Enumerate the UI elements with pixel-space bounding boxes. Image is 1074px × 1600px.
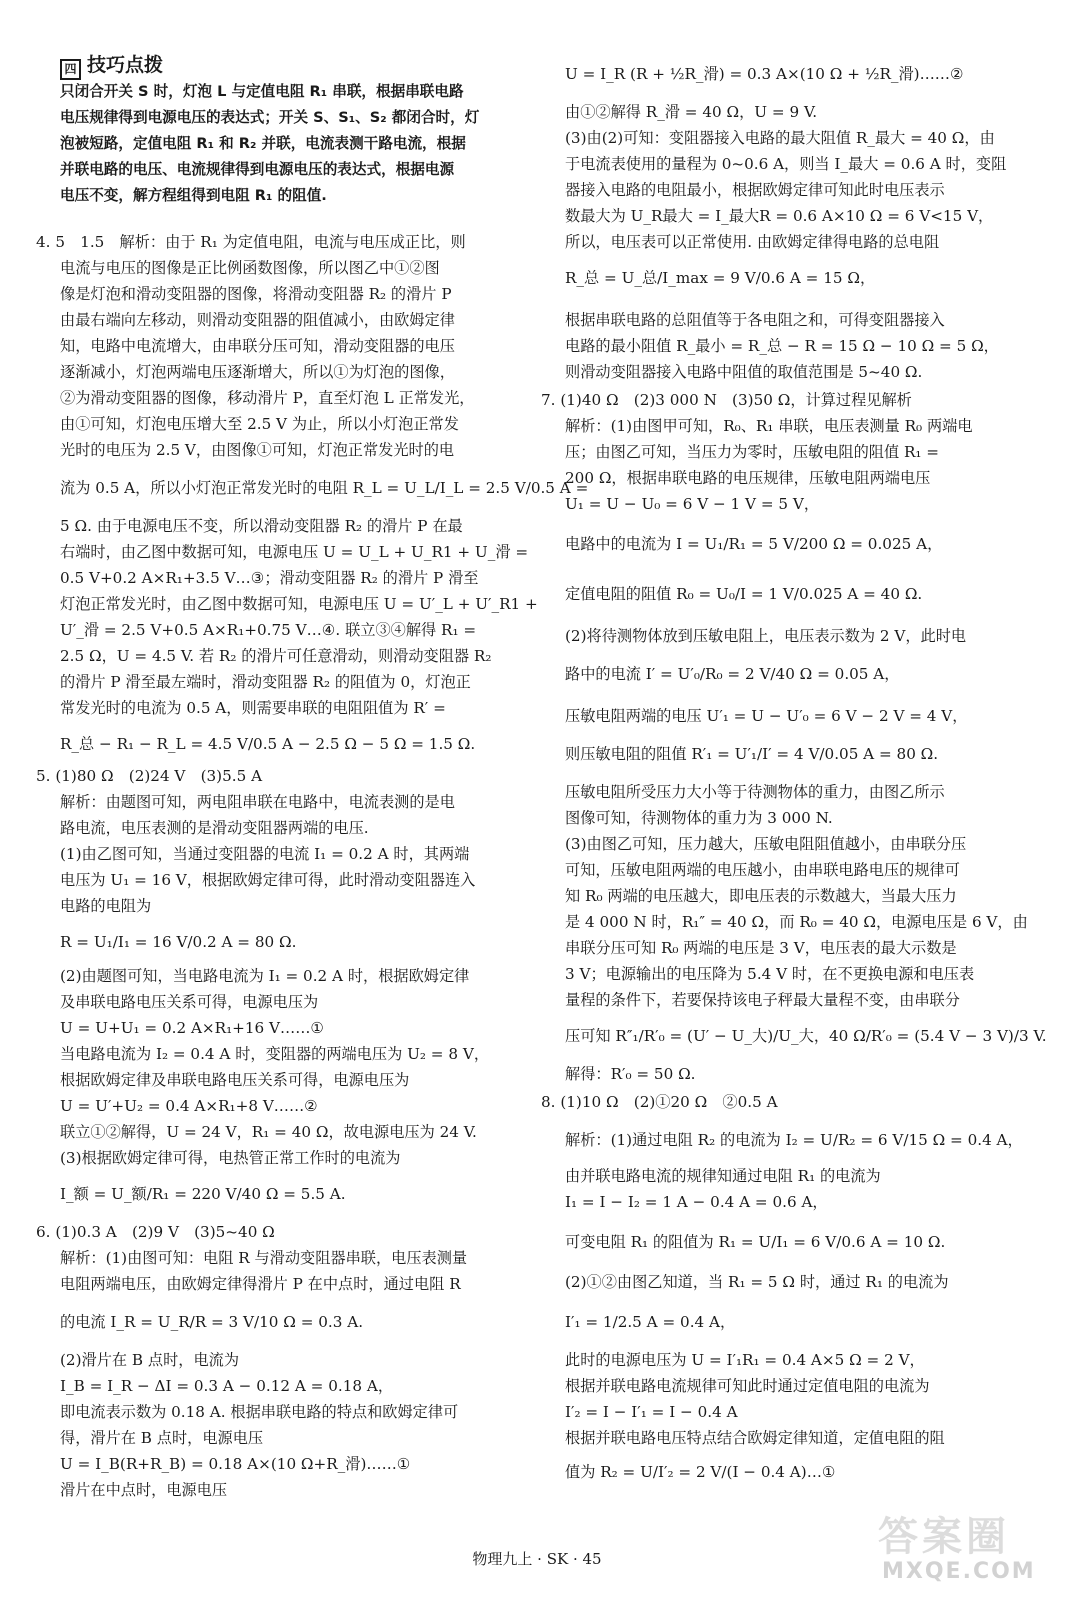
formula-line: I_额 = U_额/R₁ = 220 V/40 Ω = 5.5 A. xyxy=(60,1185,346,1203)
text-line: 由并联电路电流的规律知通过电阻 R₁ 的电流为 xyxy=(565,1167,881,1185)
formula-line: U = I_B(R+R_B) = 0.18 A×(10 Ω+R_滑)……① xyxy=(60,1455,411,1473)
text-line: 则滑动变阻器接入电路中阻值的取值范围是 5~40 Ω. xyxy=(565,363,923,381)
text-line: 解析：由题图可知，两电阻串联在电路中，电流表测的是电 xyxy=(60,793,455,811)
text-line: 电阻两端电压，由欧姆定律得滑片 P 在中点时，通过电阻 R xyxy=(60,1275,461,1293)
text-line: 像是灯泡和滑动变阻器的图像，将滑动变阻器 R₂ 的滑片 P xyxy=(60,285,452,303)
formula-line: R = U₁/I₁ = 16 V/0.2 A = 80 Ω. xyxy=(60,933,297,951)
text-line: (2)由题图可知，当电路电流为 I₁ = 0.2 A 时，根据欧姆定律 xyxy=(60,967,470,985)
text-line: ②为滑动变阻器的图像，移动滑片 P，直至灯泡 L 正常发光， xyxy=(60,389,475,407)
text-line: 由①②解得 R_滑 = 40 Ω，U = 9 V. xyxy=(565,103,818,121)
tip-line: 并联电路的电压、电流规律得到电源电压的表达式，根据电源 xyxy=(60,161,455,178)
tip-line: 泡被短路，定值电阻 R₁ 和 R₂ 并联，电流表测干路电流，根据 xyxy=(60,135,466,152)
text-line: 0.5 V+0.2 A×R₁+3.5 V…③；滑动变阻器 R₂ 的滑片 P 滑至 xyxy=(60,569,479,587)
text-line: 路电流，电压表测的是滑动变阻器两端的电压. xyxy=(60,819,369,837)
formula-line: 则压敏电阻的阻值 R′₁ = U′₁/I′ = 4 V/0.05 A = 80 Ω. xyxy=(565,745,939,763)
text-line: 图像可知，待测物体的重力为 3 000 N. xyxy=(565,809,833,827)
formula-line: U₁ = U − U₀ = 6 V − 1 V = 5 V， xyxy=(565,495,820,513)
page-footer: 物理九上 · SK · 45 xyxy=(472,1550,602,1568)
formula-line: 值为 R₂ = U/I′₂ = 2 V/(I − 0.4 A)…① xyxy=(565,1463,836,1481)
formula-line: R_总 − R₁ − R_L = 4.5 V/0.5 A − 2.5 Ω − 5 Ω = 1.5 Ω. xyxy=(60,735,476,753)
watermark-logo xyxy=(858,1505,1054,1595)
formula-line: R_总 = U_总/I_max = 9 V/0.6 A = 15 Ω， xyxy=(565,269,876,287)
formula-line: 可变电阻 R₁ 的阻值为 R₁ = U/I₁ = 6 V/0.6 A = 10 Ω. xyxy=(565,1233,946,1251)
text-line: 可知，压敏电阻两端的电压越小，由串联电路电压的规律可 xyxy=(565,861,960,879)
text-line: 电路的最小阻值 R_最小 = R_总 − R = 15 Ω − 10 Ω = 5 Ω， xyxy=(565,337,999,355)
text-line: 逐渐减小，灯泡两端电压逐渐增大，所以①为灯泡的图像， xyxy=(60,363,455,381)
formula-line: 此时的电源电压为 U = I′₁R₁ = 0.4 A×5 Ω = 2 V， xyxy=(565,1351,925,1369)
tip-icon: 四 xyxy=(60,59,81,80)
tip-title: 技巧点拨 xyxy=(87,54,164,76)
text-line: 压敏电阻所受压力大小等于待测物体的重力，由图乙所示 xyxy=(565,783,945,801)
formula-line: 定值电阻的阻值 R₀ = U₀/I = 1 V/0.025 A = 40 Ω. xyxy=(565,585,923,603)
text-line: 的滑片 P 滑至最左端时，滑动变阻器 R₂ 的阻值为 0，灯泡正 xyxy=(60,673,471,691)
text-line: 是 4 000 N 时，R₁″ = 40 Ω，而 R₀ = 40 Ω，电源电压是 6 V，由 xyxy=(565,913,1028,931)
text-line: 器接入电路的电阻最小，根据欧姆定律可知此时电压表示 xyxy=(565,181,945,199)
text-line: 所以，电压表可以正常使用. 由欧姆定律得电路的总电阻 xyxy=(565,233,940,251)
text-line: 数最大为 U_R最大 = I_最大R = 0.6 A×10 Ω = 6 V<15 V， xyxy=(565,207,994,225)
formula-line: I₁ = I − I₂ = 1 A − 0.4 A = 0.6 A， xyxy=(565,1193,828,1211)
text-line: 电路的电阻为 xyxy=(60,897,152,915)
text-line: 知 R₀ 两端的电压越大，即电压表的示数越大，当最大压力 xyxy=(565,887,957,905)
formula-line: 流为 0.5 A，所以小灯泡正常发光时的电阻 R_L = U_L/I_L = 2.5 V/0.5 A = xyxy=(60,479,589,497)
text-line: 滑片在中点时，电源电压 xyxy=(60,1481,228,1499)
text-line: 当电路电流为 I₂ = 0.4 A 时，变阻器的两端电压为 U₂ = 8 V， xyxy=(60,1045,490,1063)
text-line: (3)根据欧姆定律可得，电热管正常工作时的电流为 xyxy=(60,1149,401,1167)
text-line: 根据串联电路的总阻值等于各电阻之和，可得变阻器接入 xyxy=(565,311,945,329)
text-line: 2.5 Ω，U = 4.5 V. 若 R₂ 的滑片可任意滑动，则滑动变阻器 R₂ xyxy=(60,647,492,665)
text-line: 5 Ω. 由于电源电压不变，所以滑动变阻器 R₂ 的滑片 P 在最 xyxy=(60,517,463,535)
text-line: 电压为 U₁ = 16 V，根据欧姆定律可得，此时滑动变阻器连入 xyxy=(60,871,476,889)
text-line: 根据并联电路电流规律可知此时通过定值电阻的电流为 xyxy=(565,1377,930,1395)
text-line: 联立①②解得，U = 24 V，R₁ = 40 Ω，故电源电压为 24 V. xyxy=(60,1123,477,1141)
text-line: 知，电路中电流增大，由串联分压可知，滑动变阻器的电压 xyxy=(60,337,455,355)
text-line: 量程的条件下，若要保持该电子秤最大量程不变，由串联分 xyxy=(565,991,960,1009)
formula-line: I′₁ = 1/2.5 A = 0.4 A， xyxy=(565,1313,736,1331)
text-line: 光时的电压为 2.5 V，由图像①可知，灯泡正常发光时的电 xyxy=(60,441,455,459)
text-line: 解析：(1)由图可知：电阻 R 与滑动变阻器串联，电压表测量 xyxy=(60,1249,468,1267)
text-line: 解析：(1)由图甲可知，R₀、R₁ 串联，电压表测量 R₀ 两端电 xyxy=(565,417,973,435)
text-line: (2)①②由图乙知道，当 R₁ = 5 Ω 时，通过 R₁ 的电流为 xyxy=(565,1273,949,1291)
text-line: 于电流表使用的量程为 0~0.6 A，则当 I_最大 = 0.6 A 时，变阻 xyxy=(565,155,1007,173)
formula-line: 电路中的电流为 I = U₁/R₁ = 5 V/200 Ω = 0.025 A， xyxy=(565,535,943,553)
tip-line: 电压规律得到电源电压的表达式；开关 S、S₁、S₂ 都闭合时，灯 xyxy=(60,109,480,126)
formula-line: 路中的电流 I′ = U′₀/R₀ = 2 V/40 Ω = 0.05 A， xyxy=(565,665,900,683)
text-line: 3 V；电源输出的电压降为 5.4 V 时，在不更换电源和电压表 xyxy=(565,965,975,983)
text-line: 根据欧姆定律及串联电路电压关系可得，电源电压为 xyxy=(60,1071,410,1089)
text-line: 得，滑片在 B 点时，电源电压 xyxy=(60,1429,264,1447)
formula-line: U = I_R (R + ½R_滑) = 0.3 A×(10 Ω + ½R_滑)……② xyxy=(565,65,964,83)
text-line: U′_滑 = 2.5 V+0.5 A×R₁+0.75 V…④. 联立③④解得 R₁ = xyxy=(60,621,477,639)
text-line: 电流与电压的图像是正比例函数图像，所以图乙中①②图 xyxy=(60,259,440,277)
tip-line: 电压不变，解方程组得到电阻 R₁ 的阻值. xyxy=(60,187,327,204)
text-line: 及串联电路电压关系可得，电源电压为 xyxy=(60,993,319,1011)
answer-6-head: 6. (1)0.3 A (2)9 V (3)5~40 Ω xyxy=(36,1223,275,1241)
text-line: (2)将待测物体放到压敏电阻上，电压表示数为 2 V，此时电 xyxy=(565,627,967,645)
formula-line: 的电流 I_R = U_R/R = 3 V/10 Ω = 0.3 A. xyxy=(60,1313,364,1331)
formula-line: U = U′+U₂ = 0.4 A×R₁+8 V……② xyxy=(60,1097,318,1115)
text-line: (2)滑片在 B 点时，电流为 xyxy=(60,1351,240,1369)
answer-7-head: 7. (1)40 Ω (2)3 000 N (3)50 Ω，计算过程见解析 xyxy=(541,391,912,409)
text-line: 根据并联电路电压特点结合欧姆定律知道，定值电阻的阻 xyxy=(565,1429,945,1447)
text-line: 由最右端向左移动，则滑动变阻器的阻值减小，由欧姆定律 xyxy=(60,311,455,329)
text-line: 解得：R′₀ = 50 Ω. xyxy=(565,1065,696,1083)
text-line: 压；由图乙可知，当压力为零时，压敏电阻的阻值 R₁ = xyxy=(565,443,940,461)
text-line: (3)由图乙可知，压力越大，压敏电阻阻值越小，由串联分压 xyxy=(565,835,967,853)
text-line: 200 Ω，根据串联电路的电压规律，压敏电阻两端电压 xyxy=(565,469,931,487)
tip-heading xyxy=(60,50,163,80)
text-line: 右端时，由乙图中数据可知，电源电压 U = U_L + U_R1 + U_滑 = xyxy=(60,543,529,561)
formula-line: 压敏电阻两端的电压 U′₁ = U − U′₀ = 6 V − 2 V = 4 V， xyxy=(565,707,968,725)
text-line: 灯泡正常发光时，由乙图中数据可知，电源电压 U = U′_L + U′_R1 + xyxy=(60,595,538,613)
text-line: (3)由(2)可知：变阻器接入电路的最大阻值 R_最大 = 40 Ω，由 xyxy=(565,129,995,147)
answer-8-head: 8. (1)10 Ω (2)①20 Ω ②0.5 A xyxy=(541,1093,778,1111)
formula-line: 压可知 R″₁/R′₀ = (U′ − U_大)/U_大，40 Ω/R′₀ = (5.4 V − 3 V)/3 V. xyxy=(565,1027,1047,1045)
text-line: (1)由乙图可知，当通过变阻器的电流 I₁ = 0.2 A 时，其两端 xyxy=(60,845,470,863)
watermark-url: MXQE.COM xyxy=(882,1559,1036,1584)
answer-5-head: 5. (1)80 Ω (2)24 V (3)5.5 A xyxy=(36,767,263,785)
tip-line: 只闭合开关 S 时，灯泡 L 与定值电阻 R₁ 串联，根据串联电路 xyxy=(60,83,464,100)
text-line: 由①可知，灯泡电压增大至 2.5 V 为止，所以小灯泡正常发 xyxy=(60,415,459,433)
text-line: 串联分压可知 R₀ 两端的电压是 3 V，电压表的最大示数是 xyxy=(565,939,957,957)
text-line: 常发光时的电流为 0.5 A，则需要串联的电阻阻值为 R′ = xyxy=(60,699,446,717)
watermark-text: 答案圈 xyxy=(878,1514,1010,1560)
formula-line: U = U+U₁ = 0.2 A×R₁+16 V……① xyxy=(60,1019,325,1037)
formula-line: I′₂ = I − I′₁ = I − 0.4 A xyxy=(565,1403,738,1421)
formula-line: I_B = I_R − ΔI = 0.3 A − 0.12 A = 0.18 A， xyxy=(60,1377,394,1395)
text-line: 即电流表示数为 0.18 A. 根据串联电路的特点和欧姆定律可 xyxy=(60,1403,459,1421)
formula-line: 解析：(1)通过电阻 R₂ 的电流为 I₂ = U/R₂ = 6 V/15 Ω = 0.4 A， xyxy=(565,1131,1023,1149)
answer-4-head: 4. 5 1.5 解析：由于 R₁ 为定值电阻，电流与电压成正比，则 xyxy=(36,233,466,251)
